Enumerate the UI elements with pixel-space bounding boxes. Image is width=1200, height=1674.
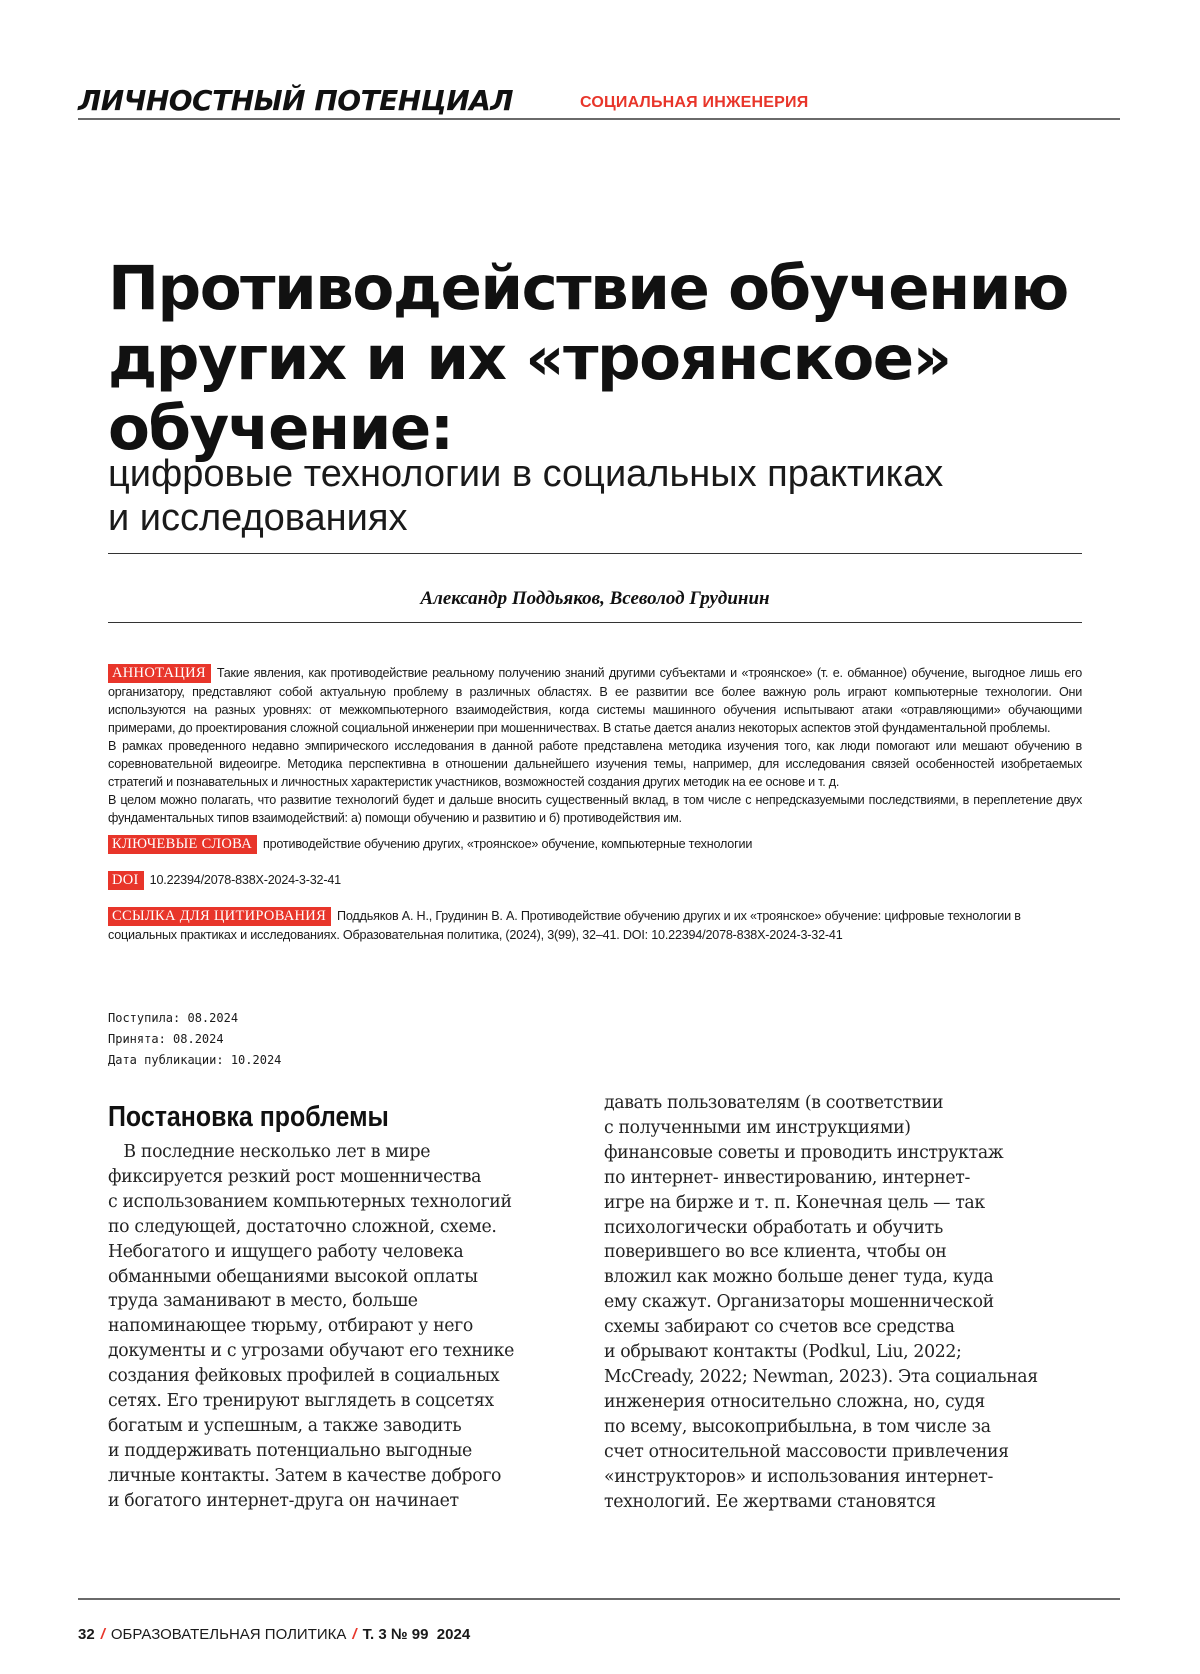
divider — [108, 553, 1082, 554]
subtitle-line: и исследованиях — [108, 496, 1088, 540]
body-line: В последние несколько лет в мире — [108, 1140, 578, 1165]
body-line: финансовые советы и проводить инструктаж — [604, 1141, 1074, 1166]
issue-info: Т. 3 № 99 2024 — [363, 1626, 471, 1643]
section-heading: Постановка проблемы — [108, 1101, 389, 1134]
divider — [108, 622, 1082, 623]
abstract-paragraph — [108, 664, 1082, 737]
body-line: McCready, 2022; Newman, 2023). Эта социальная — [604, 1365, 1074, 1390]
body-line: сетях. Его тренируют выглядеть в соцсетях — [108, 1389, 578, 1414]
body-line: обманными обещаниями высокой оплаты — [108, 1265, 578, 1290]
body-line: по интернет- инвестированию, интернет- — [604, 1166, 1074, 1191]
doi-link[interactable]: 10.22394/2078-838X-2024-3-32-41 — [150, 873, 341, 887]
body-line: инженерия относительно сложна, но, судя — [604, 1390, 1074, 1415]
body-column-left — [108, 1140, 578, 1514]
authors: Александр Поддьяков, Всеволод Грудинин — [108, 588, 1082, 610]
body-line: технологий. Ее жертвами становятся — [604, 1490, 1074, 1515]
article-title — [108, 254, 1088, 464]
section-title: ЛИЧНОСТНЫЙ ПОТЕНЦИАЛ — [78, 84, 513, 117]
footer-divider — [78, 1598, 1120, 1600]
citation-text: Поддьяков А. Н., Грудинин В. А. Противодействие обучению других и их «троянское» обучение: цифровые технологии в социальных практиках и исследованиях. Образовательная политика, (2024), 3(99), 32–41. DOI: 10.22394/2078-838X-2024-3-32-41 — [108, 909, 1021, 942]
subtitle-line: цифровые технологии в социальных практиках — [108, 452, 1088, 496]
body-line: «инструкторов» и использования интернет- — [604, 1465, 1074, 1490]
date-accepted: Принята: 08.2024 — [108, 1029, 281, 1050]
body-line: с полученными им инструкциями) — [604, 1116, 1074, 1141]
body-line: создания фейковых профилей в социальных — [108, 1364, 578, 1389]
publication-dates — [108, 1008, 281, 1071]
abstract-text: Такие явления, как противодействие реальному получению знаний другими субъектами и «троянское» (т. е. обманное) обучение, выгодное лишь его организатору, представляют собой актуальную проблему в различных областях. В ее развитии все более важную роль играют компьютерные технологии. Они используются на разных уровнях: от межкомпьютерного взаимодействия, когда системы машинного обучения испытывают атаки «отравляющими» обучающими примерами, до проектирования сложной социальной инженерии при мошенничествах. В статье дается анализ некоторых аспектов этой фундаментальной проблемы. — [108, 666, 1082, 735]
abstract-label: АННОТАЦИЯ — [108, 664, 211, 683]
body-line: и поддерживать потенциально выгодные — [108, 1439, 578, 1464]
body-line: богатым и успешным, а также заводить — [108, 1414, 578, 1439]
abstract-paragraph: В целом можно полагать, что развитие технологий будет и дальше вносить существенный вклад, в том числе с непредсказуемыми последствиями, в переплетение двух фундаментальных типов взаимодействий: а) помощи обучению и развитию и б) противодействия им. — [108, 791, 1082, 827]
journal-name: ОБРАЗОВАТЕЛЬНАЯ ПОЛИТИКА — [111, 1626, 347, 1643]
body-line: личные контакты. Затем в качестве доброго — [108, 1464, 578, 1489]
body-line: по следующей, достаточно сложной, схеме. — [108, 1215, 578, 1240]
page-footer — [78, 1626, 470, 1643]
body-line: схемы забирают со счетов все средства — [604, 1315, 1074, 1340]
citation-label: ССЫЛКА ДЛЯ ЦИТИРОВАНИЯ — [108, 907, 331, 926]
running-header — [78, 78, 1120, 120]
abstract-paragraph: В рамках проведенного недавно эмпирического исследования в данной работе представлена методика изучения того, как люди помогают или мешают обучению в соревновательной видеоигре. Методика перспективна в отношении дальнейшего изучения темы, например, для исследования связей особенностей изобретаемых стратегий и познавательных и личностных характеристик участников, возможностей создания других методик на ее основе и т. д. — [108, 737, 1082, 791]
body-line: напоминающее тюрьму, отбирают у него — [108, 1314, 578, 1339]
body-line: игре на бирже и т. п. Конечная цель — так — [604, 1191, 1074, 1216]
body-line: счет относительной массовости привлечения — [604, 1440, 1074, 1465]
title-line: других и их «троянское» — [108, 324, 1088, 394]
keywords-label: КЛЮЧЕВЫЕ СЛОВА — [108, 835, 257, 854]
doi-label: DOI — [108, 871, 144, 890]
body-line: и обрывают контакты (Podkul, Liu, 2022; — [604, 1340, 1074, 1365]
body-line: поверившего во все клиента, чтобы он — [604, 1240, 1074, 1265]
subsection-title: СОЦИАЛЬНАЯ ИНЖЕНЕРИЯ — [580, 94, 808, 112]
keywords — [108, 835, 1082, 854]
body-line: с использованием компьютерных технологий — [108, 1190, 578, 1215]
body-line: вложил как можно больше денег туда, куда — [604, 1265, 1074, 1290]
title-line: обучение: — [108, 394, 1088, 464]
separator: / — [101, 1626, 105, 1643]
body-line: документы и с угрозами обучают его технике — [108, 1339, 578, 1364]
date-received: Поступила: 08.2024 — [108, 1008, 281, 1029]
body-line: и богатого интернет-друга он начинает — [108, 1489, 578, 1514]
title-line: Противодействие обучению — [108, 254, 1088, 324]
abstract — [108, 664, 1082, 827]
date-published: Дата публикации: 10.2024 — [108, 1050, 281, 1071]
body-line: труда заманивают в место, больше — [108, 1289, 578, 1314]
body-line: ему скажут. Организаторы мошеннической — [604, 1290, 1074, 1315]
body-line: психологически обработать и обучить — [604, 1216, 1074, 1241]
citation — [108, 907, 1082, 944]
separator: / — [352, 1626, 356, 1643]
body-line: давать пользователям (в соответствии — [604, 1091, 1074, 1116]
page-number: 32 — [78, 1626, 95, 1643]
body-line: по всему, высокоприбыльна, в том числе за — [604, 1415, 1074, 1440]
article-subtitle — [108, 452, 1088, 540]
body-line: Небогатого и ищущего работу человека — [108, 1240, 578, 1265]
body-line: фиксируется резкий рост мошенничества — [108, 1165, 578, 1190]
body-column-right — [604, 1091, 1074, 1514]
keywords-text: противодействие обучению других, «троянское» обучение, компьютерные технологии — [263, 837, 752, 851]
doi — [108, 871, 1082, 890]
